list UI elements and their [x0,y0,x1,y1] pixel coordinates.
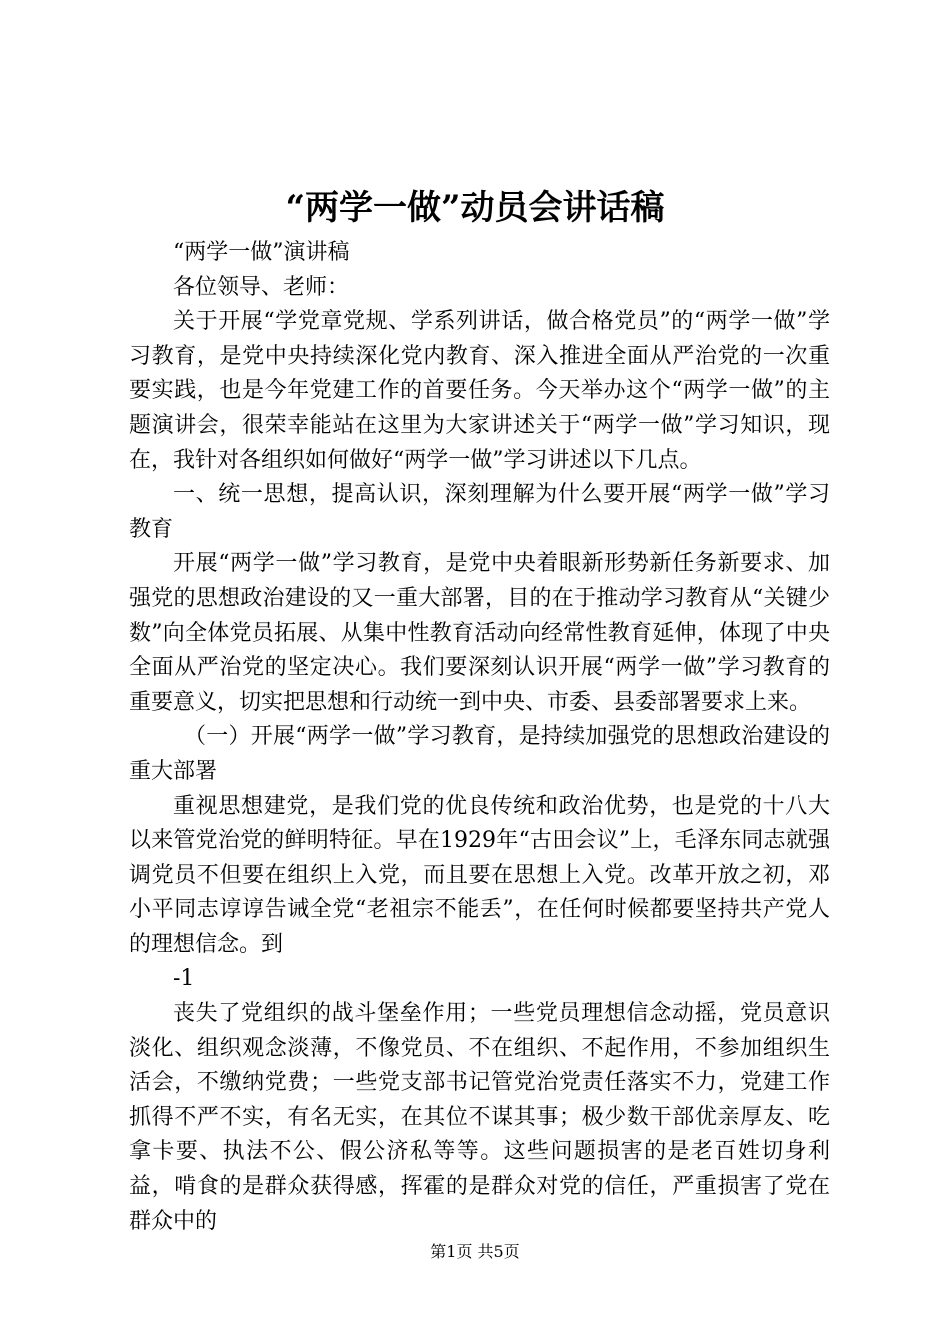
subsection-heading: （一）开展“两学一做”学习教育，是持续加强党的思想政治建设的重大部署 [129,724,830,784]
salutation: 各位领导、老师： [173,274,350,300]
body-paragraph: 丧失了党组织的战斗堡垒作用；一些党员理想信念动摇，党员意识淡化、组织观念淡薄，不像党员、不在组织、不起作用，不参加组织生活会，不缴纳党费；一些党支部书记管党治党责任落实不力，党建工作抓得不严不实，有名无实，在其位不谋其事；极少数干部优亲厚友、吃拿卡要、执法不公、假公济私等等。这些问题损害的是老百姓切身利益，啃食的是群众获得感，挥霍的是群众对党的信任，严重损害了党在群众中的 [129,1001,830,1234]
speech-subtitle: “两学一做”演讲稿 [173,240,350,265]
body-paragraph: 开展“两学一做”学习教育，是党中央着眼新形势新任务新要求、加强党的思想政治建设的又一重大部署，目的在于推动学习教育从“关键少数”向全体党员拓展、从集中性教育活动向经常性教育延伸，体现了中央全面从严治党的坚定决心。我们要深刻认识开展“两学一做”学习教育的重要意义，切实把思想和行动统一到中央、市委、县委部署要求上来。 [129,551,830,715]
document-body [129,236,830,1239]
document-title: “两学一做”动员会讲话稿 [285,188,665,228]
body-paragraph: 关于开展“学党章党规、学系列讲话，做合格党员”的“两学一做”学习教育，是党中央持续深化党内教育、深入推进全面从严治党的一次重要实践，也是今年党建工作的首要任务。今天举办这个“两学一做”的主题演讲会，很荣幸能站在这里为大家讲述关于“两学一做”学习知识，现在，我针对各组织如何做好“两学一做”学习讲述以下几点。 [129,309,830,473]
body-paragraph: 重视思想建党，是我们党的优良传统和政治优势，也是党的十八大以来管党治党的鲜明特征。早在1929年“古田会议”上，毛泽东同志就强调党员不但要在组织上入党，而且要在思想上入党。改革开放之初，邓小平同志谆谆告诫全党“老祖宗不能丢”，在任何时候都要坚持共产党人的理想信念。到 [129,793,830,957]
page-break-marker: -1 [173,966,195,992]
page-footer: 第1页 共5页 [430,1242,520,1261]
section-heading: 一、统一思想，提高认识，深刻理解为什么要开展“两学一做”学习教育 [129,482,830,542]
